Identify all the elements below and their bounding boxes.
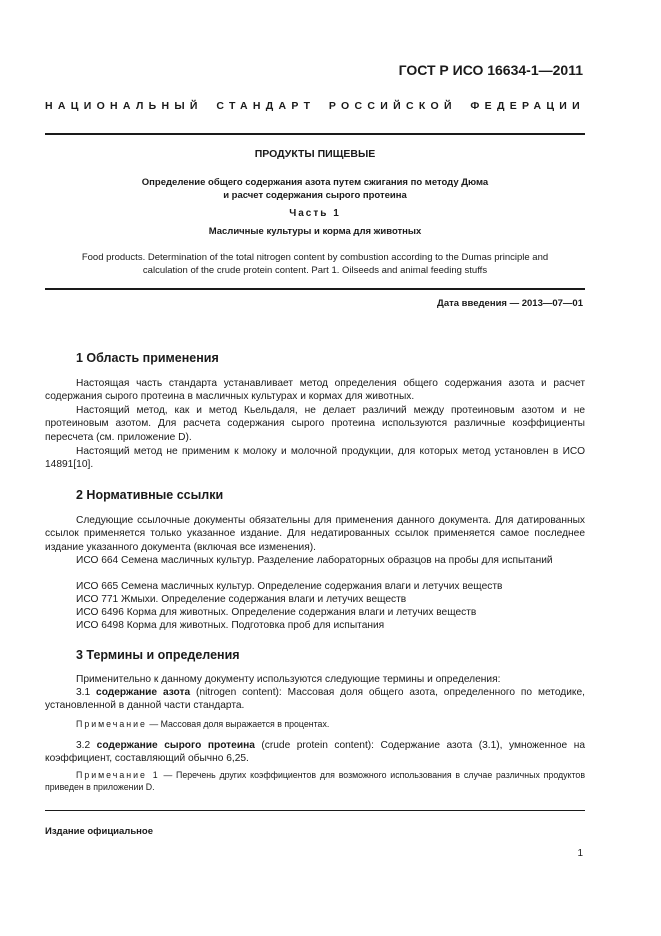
term-definition — [45, 686, 585, 713]
term-definition — [45, 739, 585, 766]
document-subtitle-line2: и расчет содержания сырого протеина — [223, 190, 407, 201]
section-1-paragraph-2: Настоящий метод, как и метод Кьельдаля, не делает различий между протеиновым азотом и не протеиновым азотом. Для расчета содержания сырого протеина используются различные коэффициенты пересчета (см. приложение D). — [45, 405, 585, 443]
reference-item: ИСО 664 Семена масличных культур. Разделение лабораторных образцов на пробы для испытаний — [76, 555, 553, 566]
term-text: (crude protein content): Содержание азота (3.1), умноженное на коэффициент, составляющий обычно 6,25. — [45, 740, 585, 765]
reference-item: ИСО 665 Семена масличных культур. Определение содержания влаги и летучих веществ — [76, 581, 503, 592]
term-number: 3.1 — [76, 687, 91, 698]
section-1-heading: 1 Область применения — [76, 351, 219, 365]
english-title-line1: Food products. Determination of the total nitrogen content by combustion according to the Dumas principle and — [81, 252, 549, 263]
introduction-date: Дата введения — 2013—07—01 — [437, 298, 583, 309]
term-number: 3.2 — [76, 740, 91, 751]
term-text: (nitrogen content): Массовая доля общего азота, определенного по методике, установленной в данной части стандарта. — [45, 687, 585, 712]
section-3-intro: Применительно к данному документу используются следующие термины и определения: — [76, 674, 501, 685]
term-name: содержание сырого протеина — [96, 740, 255, 751]
section-1-paragraph-3: Настоящий метод не применим к молоку и молочной продукции, для которых метод установлен в ИСО 14891[10]. — [45, 446, 585, 471]
part-title: Масличные культуры и корма для животных — [208, 226, 422, 237]
note-label: Примечание — [76, 719, 147, 729]
national-standard-banner: НАЦИОНАЛЬНЫЙ СТАНДАРТ РОССИЙСКОЙ ФЕДЕРАЦИИ — [45, 100, 585, 112]
note — [45, 718, 585, 730]
note-text: — Перечень других коэффициентов для возможного использования в случае различных продуктов приведен в приложении D. — [45, 770, 585, 792]
document-title: ПРОДУКТЫ ПИЩЕВЫЕ — [254, 148, 376, 160]
reference-item: ИСО 771 Жмыхи. Определение содержания влаги и летучих веществ — [76, 594, 407, 605]
document-number: ГОСТ Р ИСО 16634-1—2011 — [398, 62, 583, 78]
section-1-paragraph-1: Настоящая часть стандарта устанавливает метод определения общего содержания азота и расчет содержания сырого протеина в масличных культурах и кормах для животных. — [45, 378, 585, 403]
official-edition-label: Издание официальное — [45, 826, 153, 837]
footer-divider — [45, 810, 585, 811]
note-text: — Массовая доля выражается в процентах. — [149, 719, 330, 729]
note — [45, 769, 585, 793]
title-divider — [45, 288, 585, 290]
header-divider — [45, 133, 585, 135]
part-label: Часть 1 — [289, 208, 341, 219]
document-subtitle-line1: Определение общего содержания азота путем сжигания по методу Дюма — [141, 177, 489, 188]
section-2-intro: Следующие ссылочные документы обязательны для применения данного документа. Для датированных ссылок применяется только указанное издание. Для недатированных ссылок применяется самое последнее издание указанного документа (включая все изменения). — [45, 515, 585, 553]
section-2-heading: 2 Нормативные ссылки — [76, 488, 224, 502]
english-title-line2: calculation of the crude protein content. Part 1. Oilseeds and animal feeding stuffs — [142, 265, 488, 276]
section-3-heading: 3 Термины и определения — [76, 648, 240, 662]
term-name: содержание азота — [96, 687, 191, 698]
page-number: 1 — [577, 848, 583, 859]
reference-item: ИСО 6496 Корма для животных. Определение содержания влаги и летучих веществ — [76, 607, 477, 618]
reference-item: ИСО 6498 Корма для животных. Подготовка проб для испытания — [76, 620, 385, 631]
note-label: Примечание 1 — [76, 770, 160, 780]
